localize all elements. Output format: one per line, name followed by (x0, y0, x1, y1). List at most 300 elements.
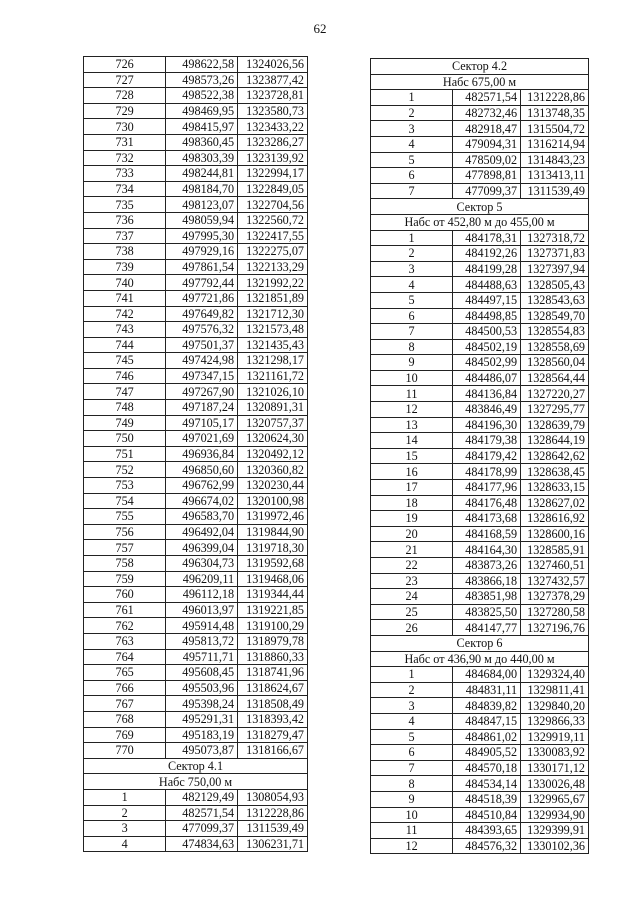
y-coordinate: 1322849,05 (238, 181, 308, 197)
x-coordinate: 498469,95 (166, 103, 238, 119)
y-coordinate: 1322417,55 (238, 228, 308, 244)
point-number: 751 (84, 446, 166, 462)
table-row (84, 275, 308, 291)
x-coordinate: 484502,99 (453, 355, 521, 371)
y-coordinate: 1328560,04 (521, 355, 589, 371)
x-coordinate: 484196,30 (453, 417, 521, 433)
point-number: 766 (84, 680, 166, 696)
y-coordinate: 1315504,72 (521, 121, 589, 137)
x-coordinate: 497929,16 (166, 244, 238, 260)
table-row (84, 368, 308, 384)
table-row (84, 384, 308, 400)
x-coordinate: 484534,14 (453, 776, 521, 792)
point-number: 6 (371, 168, 453, 184)
y-coordinate: 1323286,27 (238, 134, 308, 150)
point-number: 4 (84, 836, 166, 852)
y-coordinate: 1321712,30 (238, 306, 308, 322)
y-coordinate: 1327196,76 (521, 620, 589, 636)
x-coordinate: 495914,48 (166, 618, 238, 634)
x-coordinate: 484176,48 (453, 495, 521, 511)
y-coordinate: 1327397,94 (521, 261, 589, 277)
x-coordinate: 497187,24 (166, 400, 238, 416)
y-coordinate: 1323580,73 (238, 103, 308, 119)
y-coordinate: 1330026,48 (521, 776, 589, 792)
x-coordinate: 482918,47 (453, 121, 521, 137)
table-row (84, 212, 308, 228)
x-coordinate: 496850,60 (166, 462, 238, 478)
table-row (371, 433, 589, 449)
table-row (371, 230, 589, 246)
y-coordinate: 1321992,22 (238, 275, 308, 291)
point-number: 760 (84, 587, 166, 603)
table-row (84, 306, 308, 322)
y-coordinate: 1327295,77 (521, 402, 589, 418)
x-coordinate: 484861,02 (453, 729, 521, 745)
table-row (84, 431, 308, 447)
y-coordinate: 1320230,44 (238, 478, 308, 494)
table-row (371, 745, 589, 761)
y-coordinate: 1311539,49 (238, 821, 308, 837)
point-number: 12 (371, 838, 453, 854)
section-header: Набс 675,00 м (371, 74, 589, 90)
y-coordinate: 1319344,44 (238, 587, 308, 603)
section-header-row (371, 651, 589, 667)
table-row (371, 542, 589, 558)
point-number: 14 (371, 433, 453, 449)
point-number: 749 (84, 415, 166, 431)
section-header: Сектор 4.1 (84, 758, 308, 774)
x-coordinate: 495503,96 (166, 680, 238, 696)
point-number: 12 (371, 402, 453, 418)
y-coordinate: 1312228,86 (521, 90, 589, 106)
y-coordinate: 1321573,48 (238, 322, 308, 338)
y-coordinate: 1319100,29 (238, 618, 308, 634)
table-row (371, 760, 589, 776)
table-row (371, 791, 589, 807)
y-coordinate: 1319718,30 (238, 540, 308, 556)
point-number: 764 (84, 649, 166, 665)
table-row (84, 415, 308, 431)
point-number: 762 (84, 618, 166, 634)
table-row (371, 807, 589, 823)
table-row (371, 90, 589, 106)
x-coordinate: 497267,90 (166, 384, 238, 400)
x-coordinate: 483873,26 (453, 558, 521, 574)
y-coordinate: 1318979,78 (238, 633, 308, 649)
point-number: 741 (84, 290, 166, 306)
table-row (84, 353, 308, 369)
point-number: 750 (84, 431, 166, 447)
section-header: Сектор 6 (371, 635, 589, 651)
point-number: 761 (84, 602, 166, 618)
y-coordinate: 1320757,37 (238, 415, 308, 431)
y-coordinate: 1312228,86 (238, 805, 308, 821)
point-number: 763 (84, 633, 166, 649)
y-coordinate: 1328585,91 (521, 542, 589, 558)
x-coordinate: 484570,18 (453, 760, 521, 776)
point-number: 765 (84, 665, 166, 681)
table-row (84, 602, 308, 618)
point-number: 757 (84, 540, 166, 556)
point-number: 23 (371, 573, 453, 589)
y-coordinate: 1323433,22 (238, 119, 308, 135)
x-coordinate: 497649,82 (166, 306, 238, 322)
y-coordinate: 1328558,69 (521, 339, 589, 355)
point-number: 10 (371, 807, 453, 823)
x-coordinate: 482571,54 (166, 805, 238, 821)
x-coordinate: 484831,11 (453, 682, 521, 698)
table-row (371, 682, 589, 698)
table-row (84, 400, 308, 416)
x-coordinate: 482129,49 (166, 789, 238, 805)
table-row (84, 134, 308, 150)
table-row (84, 322, 308, 338)
table-row (84, 821, 308, 837)
table-row (371, 136, 589, 152)
table-row (371, 558, 589, 574)
point-number: 754 (84, 493, 166, 509)
y-coordinate: 1318624,67 (238, 680, 308, 696)
table-row (371, 417, 589, 433)
x-coordinate: 495073,87 (166, 743, 238, 759)
point-number: 737 (84, 228, 166, 244)
table-row (84, 166, 308, 182)
y-coordinate: 1329919,11 (521, 729, 589, 745)
section-header: Набс от 436,90 м до 440,00 м (371, 651, 589, 667)
table-row (84, 524, 308, 540)
x-coordinate: 495398,24 (166, 696, 238, 712)
table-row (84, 337, 308, 353)
table-row (84, 57, 308, 73)
x-coordinate: 498573,26 (166, 72, 238, 88)
y-coordinate: 1329840,20 (521, 698, 589, 714)
x-coordinate: 484173,68 (453, 511, 521, 527)
x-coordinate: 498184,70 (166, 181, 238, 197)
x-coordinate: 498244,81 (166, 166, 238, 182)
point-number: 746 (84, 368, 166, 384)
x-coordinate: 497424,98 (166, 353, 238, 369)
table-row (371, 480, 589, 496)
point-number: 13 (371, 417, 453, 433)
point-number: 19 (371, 511, 453, 527)
table-row (84, 244, 308, 260)
point-number: 6 (371, 308, 453, 324)
x-coordinate: 484136,84 (453, 386, 521, 402)
x-coordinate: 497105,17 (166, 415, 238, 431)
y-coordinate: 1321851,89 (238, 290, 308, 306)
y-coordinate: 1323877,42 (238, 72, 308, 88)
y-coordinate: 1328505,43 (521, 277, 589, 293)
table-row (84, 228, 308, 244)
y-coordinate: 1321026,10 (238, 384, 308, 400)
y-coordinate: 1322704,56 (238, 197, 308, 213)
table-row (371, 339, 589, 355)
table-row (371, 324, 589, 340)
x-coordinate: 477099,37 (453, 183, 521, 199)
x-coordinate: 484497,15 (453, 292, 521, 308)
x-coordinate: 484199,28 (453, 261, 521, 277)
y-coordinate: 1330171,12 (521, 760, 589, 776)
point-number: 22 (371, 558, 453, 574)
table-row (371, 292, 589, 308)
x-coordinate: 484839,82 (453, 698, 521, 714)
point-number: 25 (371, 604, 453, 620)
point-number: 16 (371, 464, 453, 480)
y-coordinate: 1323728,81 (238, 88, 308, 104)
section-header-row (371, 635, 589, 651)
x-coordinate: 496492,04 (166, 524, 238, 540)
y-coordinate: 1318508,49 (238, 696, 308, 712)
point-number: 3 (84, 821, 166, 837)
y-coordinate: 1321435,43 (238, 337, 308, 353)
right-table-body (371, 59, 589, 854)
point-number: 1 (371, 230, 453, 246)
table-row (371, 386, 589, 402)
table-row (84, 805, 308, 821)
table-row (84, 150, 308, 166)
table-row (371, 729, 589, 745)
table-row (371, 183, 589, 199)
table-row (371, 402, 589, 418)
y-coordinate: 1318741,96 (238, 665, 308, 681)
x-coordinate: 483851,98 (453, 589, 521, 605)
y-coordinate: 1328639,79 (521, 417, 589, 433)
table-row (84, 743, 308, 759)
point-number: 8 (371, 339, 453, 355)
x-coordinate: 484498,85 (453, 308, 521, 324)
y-coordinate: 1328638,45 (521, 464, 589, 480)
table-row (84, 197, 308, 213)
table-row (371, 121, 589, 137)
x-coordinate: 498622,58 (166, 57, 238, 73)
x-coordinate: 495291,31 (166, 711, 238, 727)
y-coordinate: 1329965,67 (521, 791, 589, 807)
x-coordinate: 484486,07 (453, 370, 521, 386)
table-row (371, 448, 589, 464)
point-number: 759 (84, 571, 166, 587)
point-number: 767 (84, 696, 166, 712)
left-coordinates-table (83, 56, 308, 852)
y-coordinate: 1324026,56 (238, 57, 308, 73)
y-coordinate: 1328633,15 (521, 480, 589, 496)
point-number: 744 (84, 337, 166, 353)
point-number: 731 (84, 134, 166, 150)
table-row (84, 556, 308, 572)
table-row (84, 711, 308, 727)
point-number: 734 (84, 181, 166, 197)
x-coordinate: 498303,39 (166, 150, 238, 166)
table-row (371, 713, 589, 729)
section-header-row (371, 59, 589, 75)
table-row (84, 649, 308, 665)
y-coordinate: 1319972,46 (238, 509, 308, 525)
y-coordinate: 1320100,98 (238, 493, 308, 509)
point-number: 745 (84, 353, 166, 369)
x-coordinate: 484393,65 (453, 823, 521, 839)
point-number: 3 (371, 698, 453, 714)
x-coordinate: 496013,97 (166, 602, 238, 618)
x-coordinate: 497721,86 (166, 290, 238, 306)
x-coordinate: 495711,71 (166, 649, 238, 665)
x-coordinate: 484192,26 (453, 246, 521, 262)
point-number: 21 (371, 542, 453, 558)
table-row (371, 152, 589, 168)
table-row (371, 511, 589, 527)
x-coordinate: 484177,96 (453, 480, 521, 496)
point-number: 758 (84, 556, 166, 572)
y-coordinate: 1327432,57 (521, 573, 589, 589)
table-row (371, 667, 589, 683)
table-row (84, 290, 308, 306)
x-coordinate: 484518,39 (453, 791, 521, 807)
x-coordinate: 484684,00 (453, 667, 521, 683)
y-coordinate: 1322560,72 (238, 212, 308, 228)
page-number: 62 (313, 21, 327, 36)
x-coordinate: 495813,72 (166, 633, 238, 649)
x-coordinate: 498059,94 (166, 212, 238, 228)
x-coordinate: 484500,53 (453, 324, 521, 340)
point-number: 3 (371, 261, 453, 277)
point-number: 4 (371, 277, 453, 293)
point-number: 735 (84, 197, 166, 213)
table-row (84, 540, 308, 556)
y-coordinate: 1327220,27 (521, 386, 589, 402)
point-number: 5 (371, 152, 453, 168)
point-number: 742 (84, 306, 166, 322)
point-number: 10 (371, 370, 453, 386)
x-coordinate: 484576,32 (453, 838, 521, 854)
point-number: 6 (371, 745, 453, 761)
y-coordinate: 1327371,83 (521, 246, 589, 262)
y-coordinate: 1329866,33 (521, 713, 589, 729)
table-row (84, 587, 308, 603)
y-coordinate: 1318166,67 (238, 743, 308, 759)
y-coordinate: 1319844,90 (238, 524, 308, 540)
section-header-row (84, 758, 308, 774)
table-row (84, 633, 308, 649)
y-coordinate: 1306231,71 (238, 836, 308, 852)
y-coordinate: 1329399,91 (521, 823, 589, 839)
point-number: 18 (371, 495, 453, 511)
right-coordinates-table (370, 58, 589, 854)
y-coordinate: 1328642,62 (521, 448, 589, 464)
table-row (84, 88, 308, 104)
table-row (84, 696, 308, 712)
table-row (371, 823, 589, 839)
table-row (84, 493, 308, 509)
point-number: 7 (371, 760, 453, 776)
x-coordinate: 497576,32 (166, 322, 238, 338)
table-row (84, 836, 308, 852)
table-row (84, 571, 308, 587)
x-coordinate: 484178,99 (453, 464, 521, 480)
x-coordinate: 495183,19 (166, 727, 238, 743)
y-coordinate: 1316214,94 (521, 136, 589, 152)
x-coordinate: 496304,73 (166, 556, 238, 572)
point-number: 748 (84, 400, 166, 416)
x-coordinate: 483866,18 (453, 573, 521, 589)
section-header: Набс 750,00 м (84, 774, 308, 790)
y-coordinate: 1329934,90 (521, 807, 589, 823)
point-number: 756 (84, 524, 166, 540)
point-number: 736 (84, 212, 166, 228)
table-row (84, 446, 308, 462)
y-coordinate: 1311539,49 (521, 183, 589, 199)
x-coordinate: 484510,84 (453, 807, 521, 823)
x-coordinate: 478509,02 (453, 152, 521, 168)
y-coordinate: 1323139,92 (238, 150, 308, 166)
point-number: 26 (371, 620, 453, 636)
x-coordinate: 497792,44 (166, 275, 238, 291)
point-number: 732 (84, 150, 166, 166)
y-coordinate: 1319221,85 (238, 602, 308, 618)
section-header: Сектор 4.2 (371, 59, 589, 75)
table-row (84, 72, 308, 88)
table-row (371, 776, 589, 792)
point-number: 738 (84, 244, 166, 260)
point-number: 3 (371, 121, 453, 137)
point-number: 730 (84, 119, 166, 135)
table-row (84, 680, 308, 696)
table-row (371, 168, 589, 184)
section-header-row (371, 74, 589, 90)
table-row (84, 618, 308, 634)
y-coordinate: 1320492,12 (238, 446, 308, 462)
point-number: 20 (371, 526, 453, 542)
point-number: 768 (84, 711, 166, 727)
x-coordinate: 484164,30 (453, 542, 521, 558)
y-coordinate: 1318279,47 (238, 727, 308, 743)
x-coordinate: 482732,46 (453, 105, 521, 121)
section-header: Сектор 5 (371, 199, 589, 215)
y-coordinate: 1327460,51 (521, 558, 589, 574)
point-number: 753 (84, 478, 166, 494)
point-number: 5 (371, 729, 453, 745)
y-coordinate: 1322133,29 (238, 259, 308, 275)
x-coordinate: 496583,70 (166, 509, 238, 525)
x-coordinate: 497995,30 (166, 228, 238, 244)
y-coordinate: 1308054,93 (238, 789, 308, 805)
point-number: 24 (371, 589, 453, 605)
section-header-row (84, 774, 308, 790)
table-row (371, 308, 589, 324)
table-row (371, 589, 589, 605)
y-coordinate: 1321298,17 (238, 353, 308, 369)
point-number: 1 (84, 789, 166, 805)
point-number: 2 (371, 682, 453, 698)
point-number: 743 (84, 322, 166, 338)
x-coordinate: 495608,45 (166, 665, 238, 681)
point-number: 11 (371, 823, 453, 839)
x-coordinate: 498360,45 (166, 134, 238, 150)
table-row (371, 838, 589, 854)
y-coordinate: 1320891,31 (238, 400, 308, 416)
x-coordinate: 484147,77 (453, 620, 521, 636)
y-coordinate: 1313748,35 (521, 105, 589, 121)
point-number: 8 (371, 776, 453, 792)
y-coordinate: 1319592,68 (238, 556, 308, 572)
y-coordinate: 1322994,17 (238, 166, 308, 182)
y-coordinate: 1321161,72 (238, 368, 308, 384)
x-coordinate: 496936,84 (166, 446, 238, 462)
x-coordinate: 484179,42 (453, 448, 521, 464)
point-number: 17 (371, 480, 453, 496)
table-row (371, 604, 589, 620)
x-coordinate: 484179,38 (453, 433, 521, 449)
y-coordinate: 1318393,42 (238, 711, 308, 727)
y-coordinate: 1330102,36 (521, 838, 589, 854)
x-coordinate: 484502,19 (453, 339, 521, 355)
